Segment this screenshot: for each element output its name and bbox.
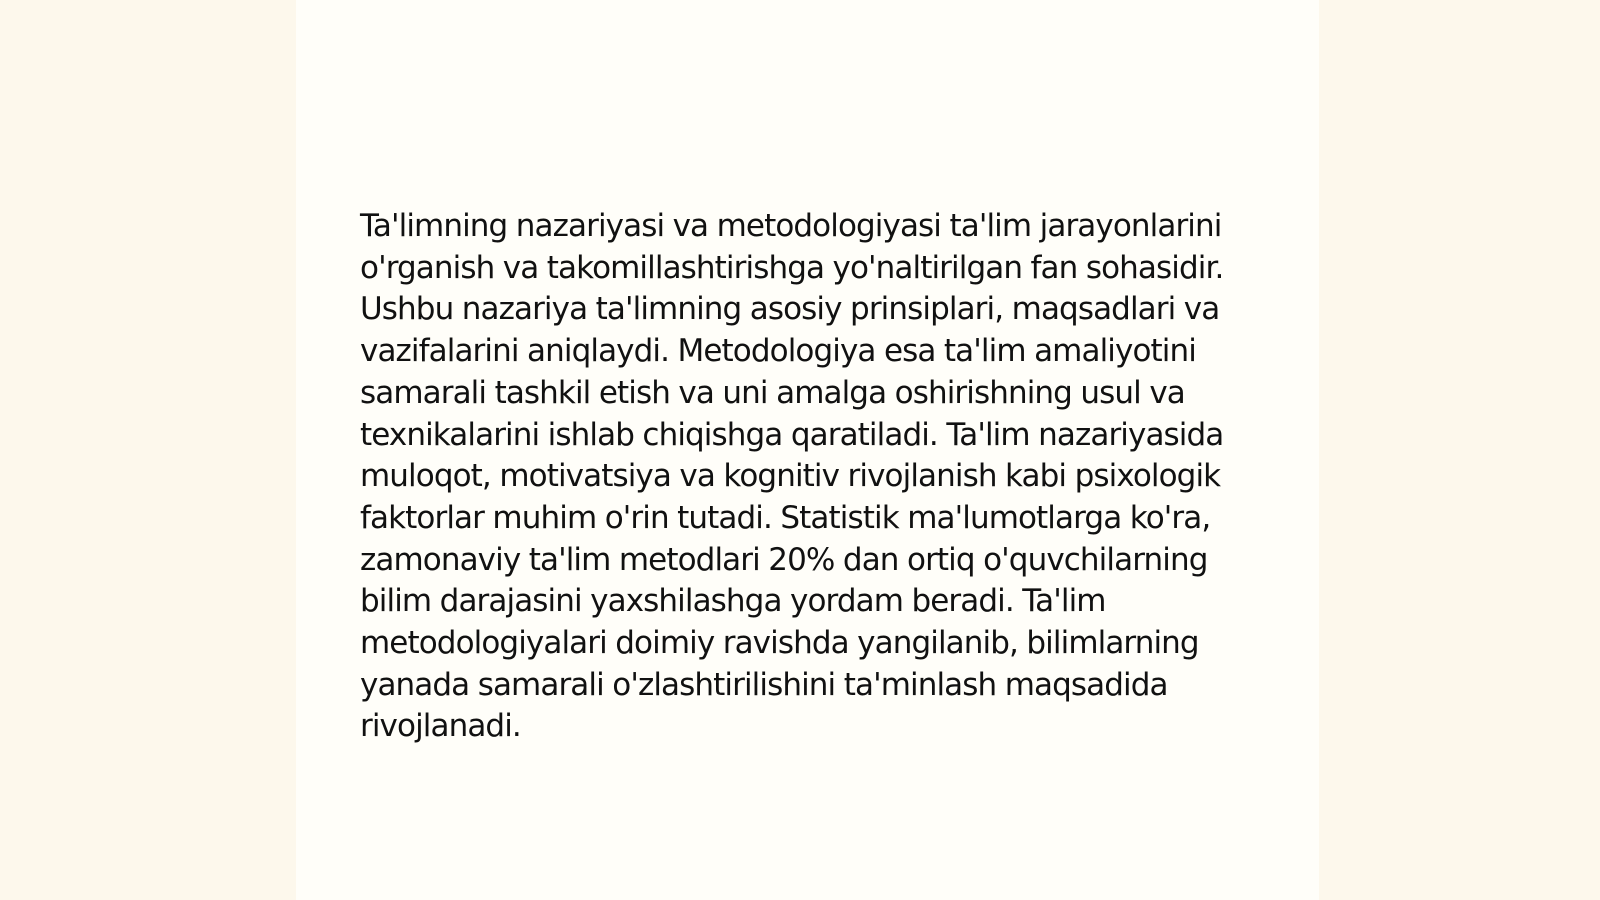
document-page: [296, 0, 1319, 900]
body-paragraph: Ta'limning nazariyasi va metodologiyasi ta'lim jarayonlarini o'rganish va takomillashtirishga yo'naltirilgan fan sohasidir. Ushbu nazariya ta'limning asosiy prinsiplari, maqsadlari va vazifalarini aniqlaydi. Metodologiya esa ta'lim amaliyotini samarali tashkil etish va uni amalga oshirishning usul va texnikalarini ishlab chiqishga qaratiladi. Ta'lim nazariyasida muloqot, motivatsiya va kognitiv rivojlanish kabi psixologik faktorlar muhim o'rin tutadi. Statistik ma'lumotlarga ko'ra, zamonaviy ta'lim metodlari 20% dan ortiq o'quvchilarning bilim darajasini yaxshilashga yordam beradi. Ta'lim metodologiyalari doimiy ravishda yangilanib, bilimlarning yanada samarali o'zlashtirilishini ta'minlash maqsadida rivojlanadi.: [360, 208, 1224, 745]
